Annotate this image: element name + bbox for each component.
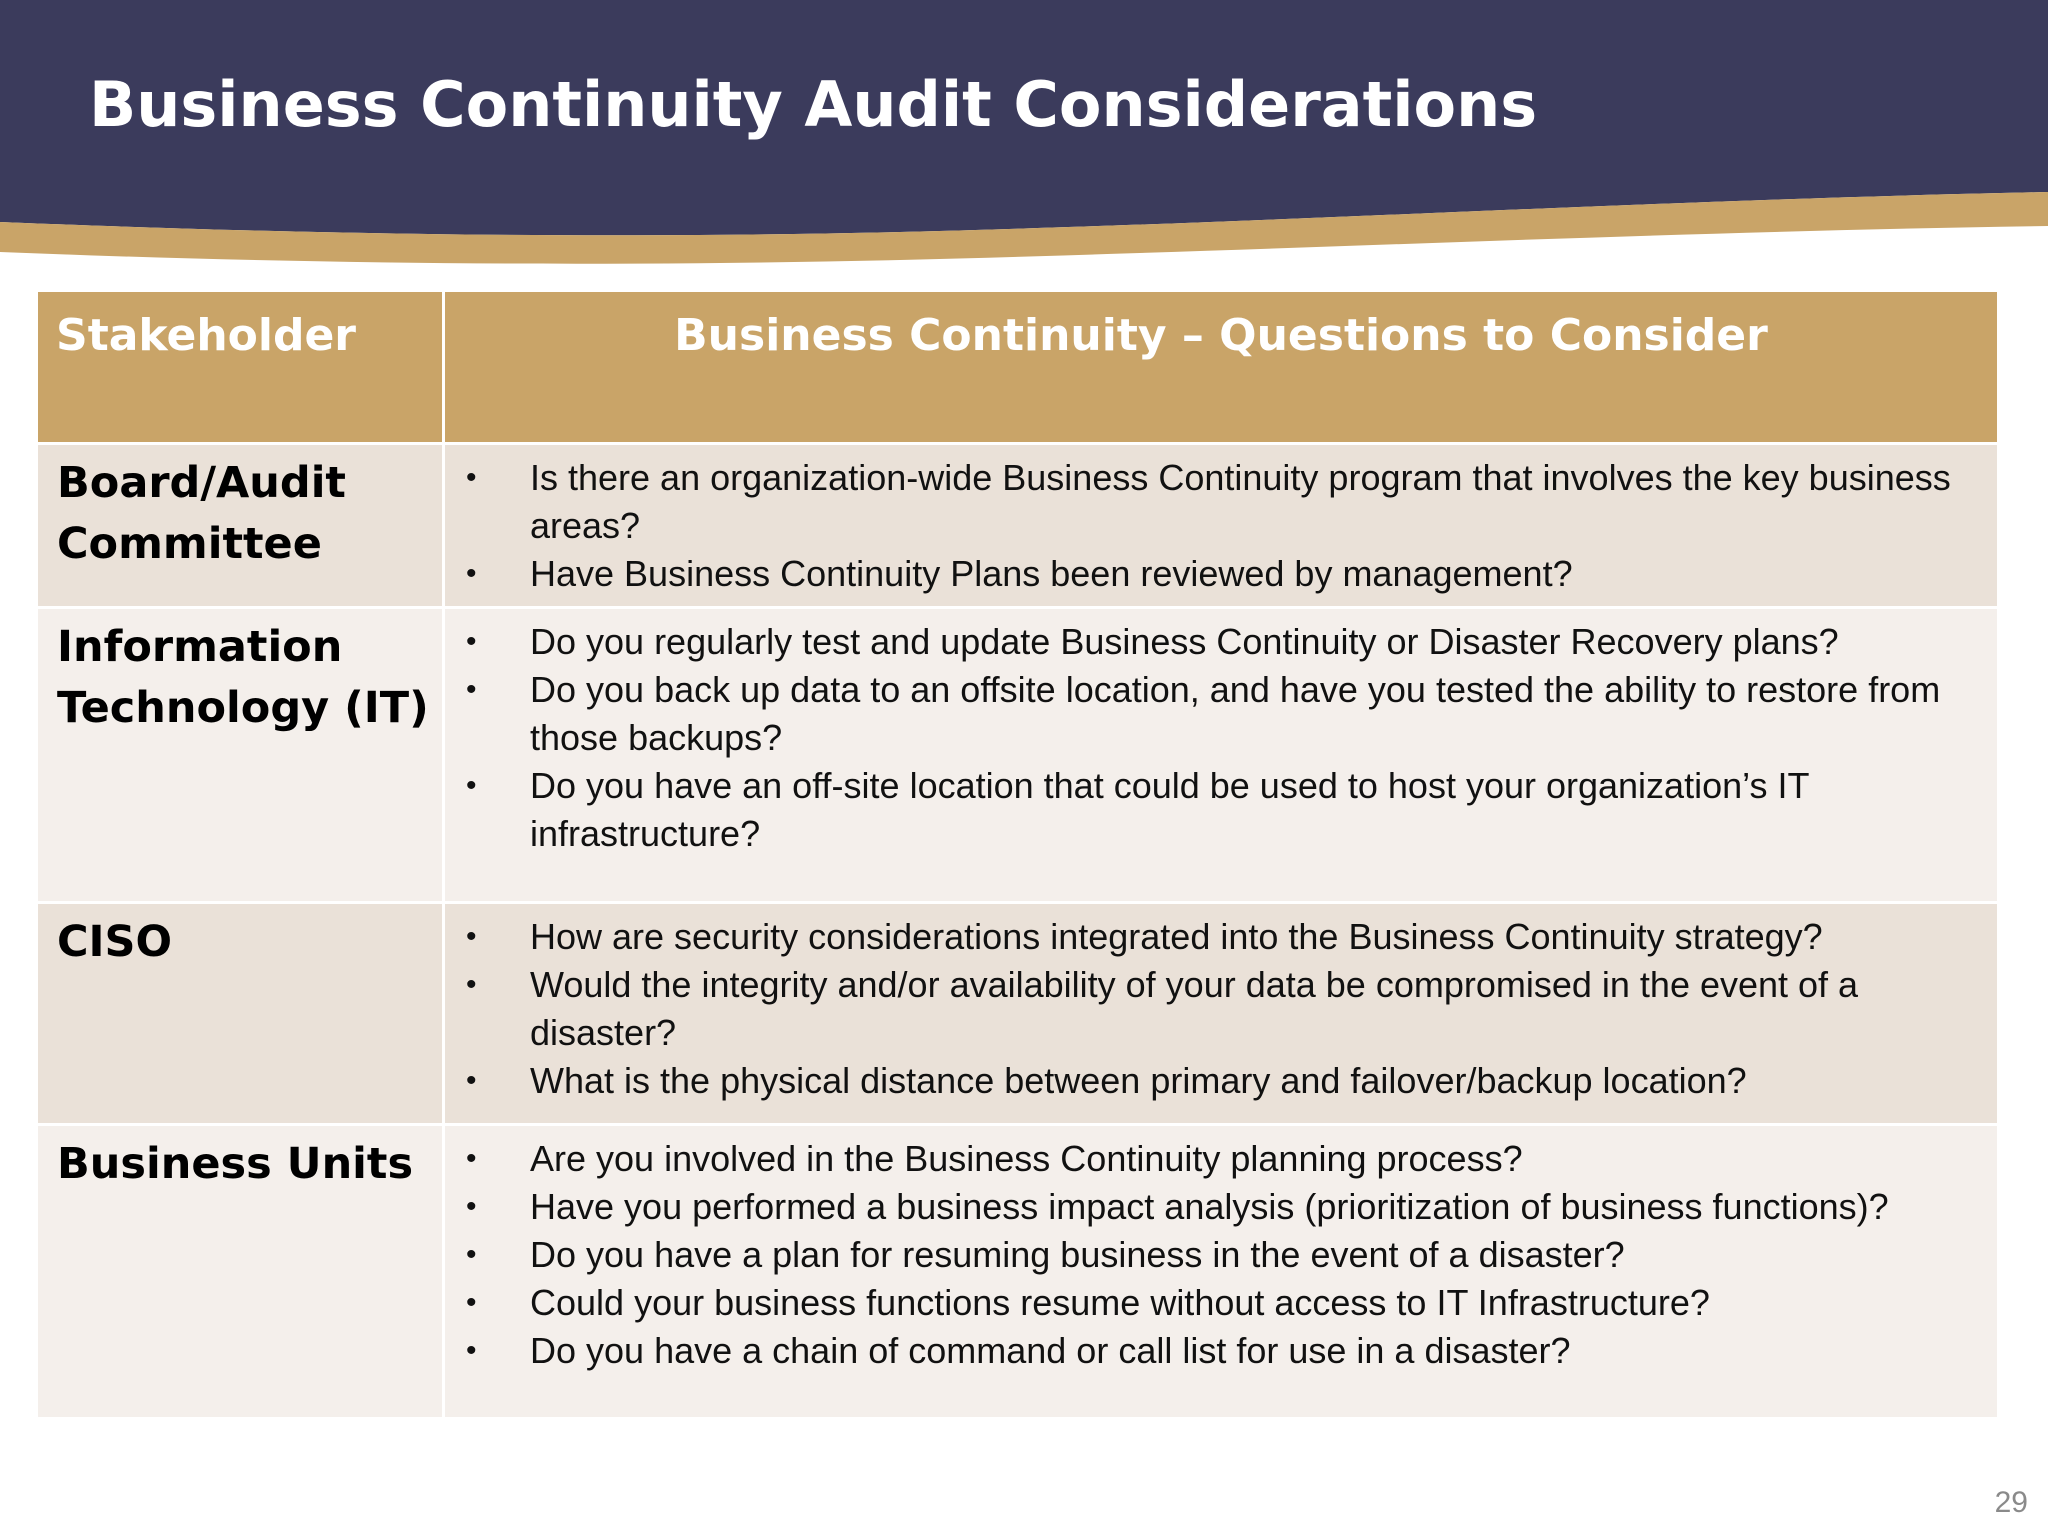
question-text: Could your business functions resume without access to IT Infrastructure?	[530, 1282, 1710, 1323]
question-text: Is there an organization-wide Business Continuity program that involves the key business areas?	[530, 457, 1951, 546]
header-questions: Business Continuity – Questions to Consider	[444, 291, 1999, 444]
bullet-icon: •	[466, 1142, 477, 1175]
stakeholder-cell: CISO	[37, 903, 444, 1125]
bullet-icon: •	[466, 461, 477, 494]
bullet-icon: •	[466, 1064, 477, 1097]
questions-cell	[444, 1125, 1999, 1419]
questions-cell	[444, 608, 1999, 903]
slide-title: Business Continuity Audit Considerations	[89, 68, 1538, 141]
question-item	[445, 666, 1977, 762]
question-text: Do you have an off-site location that could be used to host your organization’s IT infrastructure?	[530, 765, 1809, 854]
question-item	[445, 762, 1977, 858]
question-item	[445, 550, 1977, 598]
question-item	[445, 1279, 1977, 1327]
stakeholder-cell: Information Technology (IT)	[37, 608, 444, 903]
stakeholder-cell: Board/Audit Committee	[37, 444, 444, 608]
bullet-icon: •	[466, 1238, 477, 1271]
question-text: Do you have a chain of command or call list for use in a disaster?	[530, 1330, 1571, 1371]
stakeholder-cell: Business Units	[37, 1125, 444, 1419]
question-text: Have you performed a business impact analysis (prioritization of business functions)?	[530, 1186, 1889, 1227]
question-item	[445, 618, 1977, 666]
table-header-row	[37, 291, 1999, 444]
question-item	[445, 454, 1977, 550]
question-text: How are security considerations integrated into the Business Continuity strategy?	[530, 916, 1823, 957]
question-text: What is the physical distance between primary and failover/backup location?	[530, 1060, 1747, 1101]
questions-cell	[444, 444, 1999, 608]
question-text: Would the integrity and/or availability of your data be compromised in the event of a disaster?	[530, 964, 1859, 1053]
bullet-icon: •	[466, 1334, 477, 1367]
question-text: Do you back up data to an offsite location, and have you tested the ability to restore from those backups?	[530, 669, 1941, 758]
table-row-ciso	[37, 903, 1999, 1125]
question-list	[445, 609, 1977, 858]
bullet-icon: •	[466, 920, 477, 953]
header-stakeholder: Stakeholder	[37, 291, 444, 444]
table-row-it	[37, 608, 1999, 903]
question-text: Are you involved in the Business Continuity planning process?	[530, 1138, 1523, 1179]
question-item	[445, 1057, 1977, 1105]
question-text: Do you regularly test and update Business Continuity or Disaster Recovery plans?	[530, 621, 1839, 662]
question-list	[445, 1126, 1977, 1375]
question-item	[445, 913, 1977, 961]
bullet-icon: •	[466, 769, 477, 802]
question-item	[445, 1135, 1977, 1183]
question-text: Have Business Continuity Plans been reviewed by management?	[530, 553, 1573, 594]
page-number: 29	[1994, 1486, 2028, 1519]
question-list	[445, 445, 1977, 598]
bullet-icon: •	[466, 673, 477, 706]
question-item	[445, 1231, 1977, 1279]
bullet-icon: •	[466, 625, 477, 658]
bullet-icon: •	[466, 557, 477, 590]
bullet-icon: •	[466, 1286, 477, 1319]
questions-cell	[444, 903, 1999, 1125]
questions-table	[35, 289, 2000, 1420]
bullet-icon: •	[466, 968, 477, 1001]
question-item	[445, 1183, 1977, 1231]
table-row-business-units	[37, 1125, 1999, 1419]
bullet-icon: •	[466, 1190, 477, 1223]
question-text: Do you have a plan for resuming business in the event of a disaster?	[530, 1234, 1625, 1275]
question-item	[445, 961, 1977, 1057]
question-item	[445, 1327, 1977, 1375]
table-row-board-audit	[37, 444, 1999, 608]
question-list	[445, 904, 1977, 1105]
